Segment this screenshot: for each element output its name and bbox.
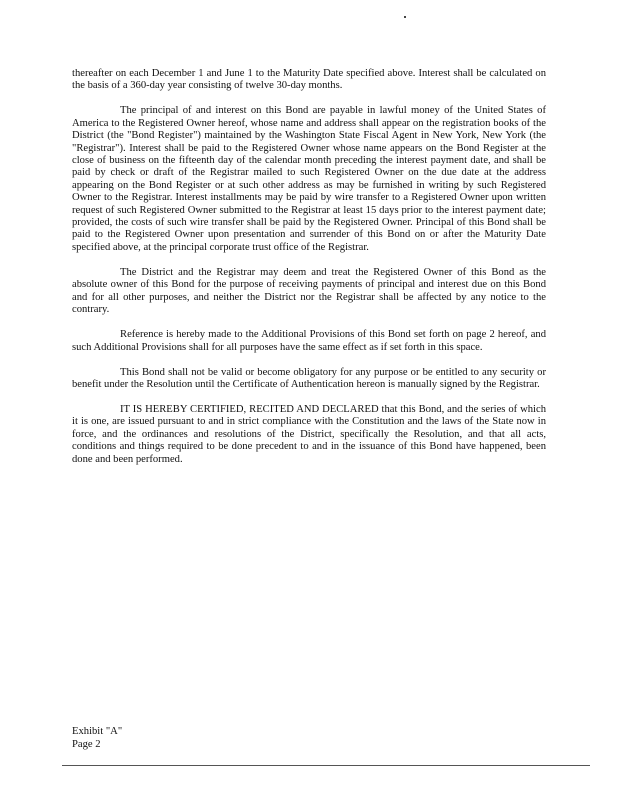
paragraph-additional-provisions: Reference is hereby made to the Additional Provisions of this Bond set forth on page 2 hereof, and such Additional Provisions shall for all purposes have the same effect as if set forth in this space. [72,329,546,353]
bottom-rule [62,765,590,766]
paragraph-interest-calculation: thereafter on each December 1 and June 1 to the Maturity Date specified above. Interest shall be calculated on the basis of a 360-day year consisting of twelve 30-day months. [72,68,546,92]
exhibit-label: Exhibit "A" [72,726,123,737]
page-footer [72,725,122,751]
paragraph-registered-owner: The District and the Registrar may deem and treat the Registered Owner of this Bond as the absolute owner of this Bond for the purpose of receiving payments of principal and interest due on this Bond and for all other purposes, and neither the District nor the Registrar shall be affected by any notice to the contrary. [72,266,546,316]
paragraph-validity: This Bond shall not be valid or become obligatory for any purpose or be entitled to any security or benefit under the Resolution until the Certificate of Authentication hereon is manually signed by the Registrar. [72,366,546,390]
document-body [72,68,546,479]
page-number: Page 2 [72,739,101,750]
scan-speck [404,16,406,18]
paragraph-payment-terms: The principal of and interest on this Bond are payable in lawful money of the United States of America to the Registered Owner hereof, whose name and address shall appear on the registration books of the District (the "Bond Register") maintained by the Washington State Fiscal Agent in New York, New York (the "Registrar"). Interest shall be paid to the Registered Owner whose name appears on the Bond Register at the close of business on the fifteenth day of the calendar month preceding the interest payment date, and shall be paid by check or draft of the Registrar mailed to such Registered Owner on the due date at the address appearing on the Bond Register or at such other address as may be furnished in writing by such Registered Owner to the Registrar. Interest installments may be paid by wire transfer to a Registered Owner upon written request of such Registered Owner submitted to the Registrar at least 15 days prior to the interest payment date; provided, the costs of such wire transfer shall be paid by the Registered Owner. Principal of this Bond shall be paid to the Registered Owner upon presentation and surrender of this Bond on or after the Maturity Date specified above, at the principal corporate trust office of the Registrar. [72,105,546,253]
paragraph-certification: IT IS HEREBY CERTIFIED, RECITED AND DECLARED that this Bond, and the series of which it is one, are issued pursuant to and in strict compliance with the Constitution and the laws of the State now in force, and the ordinances and resolutions of the District, specifically the Resolution, and that all acts, conditions and things required to be done precedent to and in the issuance of this Bond have happened, been done and been performed. [72,403,546,465]
